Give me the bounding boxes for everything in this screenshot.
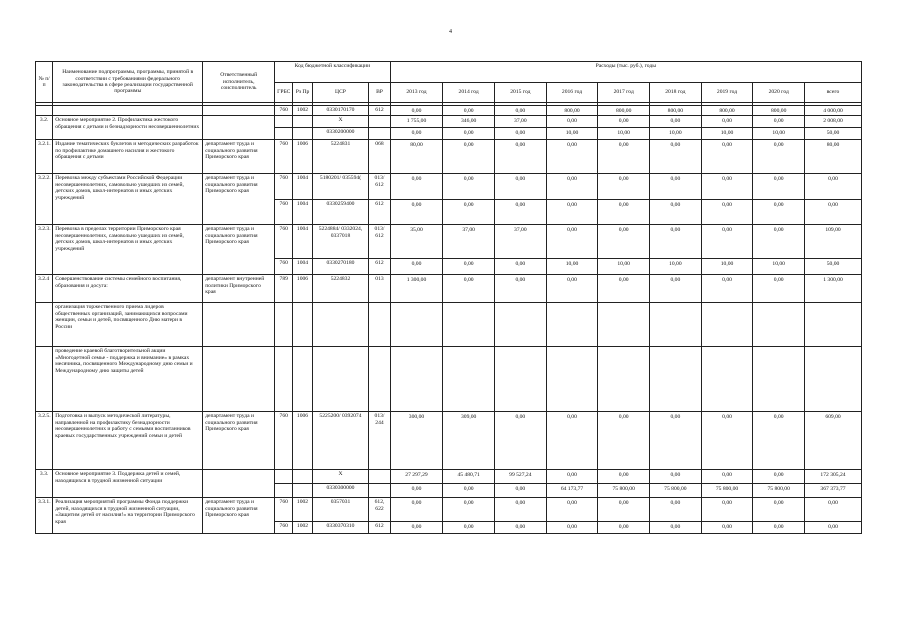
row-value: 75 800,00 bbox=[701, 484, 753, 498]
grbs-cell: 760 bbox=[275, 174, 293, 200]
rzpr-cell bbox=[293, 484, 312, 498]
rzpr-cell: 1006 bbox=[293, 140, 312, 174]
row-name: Реализация мероприятий программы Фонда поддержки детей, находящихся в трудной жизненной ситуации, «Защитим детей от насилия!» на территории Приморского края bbox=[53, 498, 203, 534]
csr-cell: 5180201/ 035594( bbox=[312, 174, 369, 200]
row-value: 0,00 bbox=[753, 116, 805, 128]
row-value: 0,00 bbox=[495, 522, 547, 534]
row-executor: департамент труда и социального развития Приморского края bbox=[203, 498, 275, 534]
row-value bbox=[495, 303, 547, 347]
row-name: Перевозка между субъектами Российской Федерации несовершеннолетних, самовольно ушедших из семей, детских домов, школ-интернатов и иных детских учреждений bbox=[53, 174, 203, 225]
row-name: Издание тематических буклетов и методических разработок по профилактике домашнего насилия и жестокого обращения с детьми bbox=[53, 140, 203, 174]
row-total: 0,00 bbox=[805, 498, 862, 522]
vr-cell: 612 bbox=[369, 259, 390, 275]
row-executor bbox=[203, 116, 275, 140]
grbs-cell: 760 bbox=[275, 225, 293, 259]
csr-cell: 5224884/ 0332024, 0337018 bbox=[312, 225, 369, 259]
csr-cell: 0330270180 bbox=[312, 259, 369, 275]
row-value bbox=[805, 347, 862, 412]
row-value: 0,00 bbox=[701, 412, 753, 470]
rzpr-cell bbox=[293, 470, 312, 484]
row-value: 0,00 bbox=[650, 174, 702, 200]
row-value: 10,00 bbox=[598, 259, 650, 275]
rzpr-cell: 1002 bbox=[293, 498, 312, 522]
row-value: 0,00 bbox=[753, 498, 805, 522]
row-name bbox=[53, 106, 203, 116]
row-value: 0,00 bbox=[546, 522, 598, 534]
col-vr-header: ВР bbox=[369, 82, 390, 103]
row-value: 0,00 bbox=[495, 174, 547, 200]
row-executor bbox=[203, 470, 275, 498]
row-value: 0,00 bbox=[495, 128, 547, 140]
row-value bbox=[390, 347, 443, 412]
row-value: 0,00 bbox=[390, 498, 443, 522]
row-value: 0,00 bbox=[701, 225, 753, 259]
table-row bbox=[36, 174, 862, 200]
row-value bbox=[598, 347, 650, 412]
row-value: 37,00 bbox=[443, 225, 495, 259]
row-value: 0,00 bbox=[753, 225, 805, 259]
row-total: 50,00 bbox=[805, 259, 862, 275]
year-header: 2019 год bbox=[701, 82, 753, 103]
row-value: 0,00 bbox=[443, 106, 495, 116]
vr-cell bbox=[369, 303, 390, 347]
row-value bbox=[650, 303, 702, 347]
row-value: 0,00 bbox=[598, 470, 650, 484]
row-value: 0,00 bbox=[650, 225, 702, 259]
row-value: 0,00 bbox=[546, 275, 598, 303]
grbs-cell: 789 bbox=[275, 275, 293, 303]
row-value bbox=[546, 347, 598, 412]
row-value: 0,00 bbox=[495, 140, 547, 174]
row-value: 99 527,24 bbox=[495, 470, 547, 484]
row-value: 0,00 bbox=[753, 412, 805, 470]
row-number bbox=[36, 347, 53, 412]
row-value: 0,00 bbox=[546, 412, 598, 470]
row-value: 0,00 bbox=[650, 412, 702, 470]
csr-cell: 5224831 bbox=[312, 140, 369, 174]
row-value: 10,00 bbox=[701, 128, 753, 140]
page-number: 4 bbox=[449, 29, 452, 35]
row-value: 800,00 bbox=[546, 106, 598, 116]
col-num-header: № п/п bbox=[36, 62, 53, 103]
grbs-cell bbox=[275, 347, 293, 412]
row-value: 0,00 bbox=[650, 140, 702, 174]
row-name: Перевозка в пределах территории Приморского края несовершеннолетних, самовольно ушедших из семей, детских домов, школ-интернатов и иных детских учреждений bbox=[53, 225, 203, 275]
table-row bbox=[36, 116, 862, 128]
row-value: 300,00 bbox=[390, 412, 443, 470]
rzpr-cell: 1004 bbox=[293, 225, 312, 259]
row-value: 75 800,00 bbox=[598, 484, 650, 498]
row-value: 800,00 bbox=[753, 106, 805, 116]
table-row bbox=[36, 470, 862, 484]
row-name: проведение краевой благотворительной акции «Многодетной семье - поддержка и внимание» в рамках месячника, посвященного Международному дню семьи и Международному дню защиты детей bbox=[53, 347, 203, 412]
row-value bbox=[701, 303, 753, 347]
row-number bbox=[36, 106, 53, 116]
row-value: 0,00 bbox=[701, 140, 753, 174]
table-row bbox=[36, 412, 862, 470]
row-value: 0,00 bbox=[443, 498, 495, 522]
row-value: 80,00 bbox=[390, 140, 443, 174]
row-executor: департамент труда и социального развития Приморского края bbox=[203, 140, 275, 174]
rzpr-cell: 1006 bbox=[293, 412, 312, 470]
row-value: 0,00 bbox=[753, 522, 805, 534]
row-value: 0,00 bbox=[598, 200, 650, 225]
row-value bbox=[495, 347, 547, 412]
rzpr-cell bbox=[293, 128, 312, 140]
row-value: 0,00 bbox=[546, 470, 598, 484]
row-value: 10,00 bbox=[546, 259, 598, 275]
col-rzpr-header: Рз Пр bbox=[293, 82, 312, 103]
row-value: 0,00 bbox=[650, 498, 702, 522]
csr-cell: 0330300000 bbox=[312, 484, 369, 498]
row-value: 0,00 bbox=[598, 174, 650, 200]
row-value: 0,00 bbox=[753, 174, 805, 200]
vr-cell: 612 bbox=[369, 522, 390, 534]
row-value: 10,00 bbox=[598, 128, 650, 140]
row-value: 0,00 bbox=[390, 522, 443, 534]
row-value: 37,00 bbox=[495, 225, 547, 259]
row-value: 10,00 bbox=[753, 259, 805, 275]
row-value: 0,00 bbox=[390, 259, 443, 275]
row-value: 0,00 bbox=[598, 275, 650, 303]
year-header: 2020 год bbox=[753, 82, 805, 103]
row-value: 75 800,00 bbox=[650, 484, 702, 498]
vr-cell: 612 bbox=[369, 200, 390, 225]
row-executor: департамент труда и социального развития Приморского края bbox=[203, 225, 275, 275]
vr-cell bbox=[369, 116, 390, 128]
rzpr-cell: 1004 bbox=[293, 174, 312, 200]
row-number: 3.2. bbox=[36, 116, 53, 140]
vr-cell: 013/ 244 bbox=[369, 412, 390, 470]
row-value bbox=[443, 303, 495, 347]
grbs-cell bbox=[275, 484, 293, 498]
row-value: 0,00 bbox=[650, 275, 702, 303]
row-name: организация торжественного приема лидеров общественных организаций, занимающихся вопросами женщин, семьи и детей, посвященного Дню матери в России bbox=[53, 303, 203, 347]
row-value: 0,00 bbox=[495, 412, 547, 470]
row-executor bbox=[203, 303, 275, 347]
vr-cell: 013 bbox=[369, 275, 390, 303]
csr-cell: 5224832 bbox=[312, 275, 369, 303]
row-value bbox=[701, 347, 753, 412]
total-header: всего bbox=[805, 82, 862, 103]
year-header: 2017 год bbox=[598, 82, 650, 103]
year-header: 2014 год bbox=[443, 82, 495, 103]
row-executor: департамент труда и социального развития Приморского края bbox=[203, 412, 275, 470]
row-value: 0,00 bbox=[701, 522, 753, 534]
expenses-header: Расходы (тыс. руб.), годы bbox=[390, 62, 861, 83]
row-value: 0,00 bbox=[598, 498, 650, 522]
row-value: 0,00 bbox=[443, 174, 495, 200]
grbs-cell: 760 bbox=[275, 412, 293, 470]
row-number: 3.2.3. bbox=[36, 225, 53, 275]
row-value: 0,00 bbox=[443, 140, 495, 174]
row-value: 0,00 bbox=[753, 470, 805, 484]
grbs-cell: 760 bbox=[275, 522, 293, 534]
row-value: 45 480,71 bbox=[443, 470, 495, 484]
row-value: 346,00 bbox=[443, 116, 495, 128]
row-total: 0,00 bbox=[805, 200, 862, 225]
row-name: Подготовка и выпуск методической литературы, направленной на профилактику безнадзорности несовершеннолетних и работу с семьями воспитанников краевых государственных учреждений семьи и детей bbox=[53, 412, 203, 470]
row-number bbox=[36, 303, 53, 347]
col-grbs-header: ГРБС bbox=[275, 82, 293, 103]
row-executor: департамент труда и социального развития Приморского края bbox=[203, 174, 275, 225]
row-value: 10,00 bbox=[546, 128, 598, 140]
vr-cell bbox=[369, 347, 390, 412]
row-value bbox=[390, 303, 443, 347]
row-value: 0,00 bbox=[598, 522, 650, 534]
rzpr-cell: 1002 bbox=[293, 106, 312, 116]
rzpr-cell: 1004 bbox=[293, 259, 312, 275]
row-name: Совершенствование системы семейного воспитания, образования и досуга: bbox=[53, 275, 203, 303]
row-value: 0,00 bbox=[753, 200, 805, 225]
table-row bbox=[36, 347, 862, 412]
grbs-cell bbox=[275, 303, 293, 347]
row-value: 0,00 bbox=[753, 275, 805, 303]
row-value: 0,00 bbox=[546, 174, 598, 200]
row-value: 0,00 bbox=[598, 412, 650, 470]
row-value: 0,00 bbox=[701, 275, 753, 303]
row-value: 0,00 bbox=[390, 484, 443, 498]
row-name: Основное мероприятие 2. Профилактика жестокого обращения с детьми и безнадзорности несовершеннолетних bbox=[53, 116, 203, 140]
vr-cell bbox=[369, 484, 390, 498]
row-value: 0,00 bbox=[546, 140, 598, 174]
row-value: 800,00 bbox=[701, 106, 753, 116]
row-value bbox=[753, 347, 805, 412]
row-value: 0,00 bbox=[495, 259, 547, 275]
table-row bbox=[36, 106, 862, 116]
row-value: 0,00 bbox=[650, 200, 702, 225]
vr-cell: 612 bbox=[369, 106, 390, 116]
col-executor-header: Ответственный исполнитель, соисполнитель bbox=[203, 62, 275, 103]
row-value: 0,00 bbox=[701, 174, 753, 200]
row-total: 50,00 bbox=[805, 128, 862, 140]
row-value: 37,00 bbox=[495, 116, 547, 128]
csr-cell: 0330200000 bbox=[312, 128, 369, 140]
row-number: 3.3. bbox=[36, 470, 53, 498]
row-total: 80,00 bbox=[805, 140, 862, 174]
row-number: 3.2.1. bbox=[36, 140, 53, 174]
header-row-1 bbox=[36, 62, 862, 83]
vr-cell: 013/ 612 bbox=[369, 225, 390, 259]
grbs-cell bbox=[275, 470, 293, 484]
row-value: 0,00 bbox=[390, 174, 443, 200]
row-value: 0,00 bbox=[701, 470, 753, 484]
row-total: 109,00 bbox=[805, 225, 862, 259]
row-value: 0,00 bbox=[390, 128, 443, 140]
row-executor bbox=[203, 106, 275, 116]
grbs-cell: 760 bbox=[275, 106, 293, 116]
row-value: 0,00 bbox=[443, 259, 495, 275]
table-row bbox=[36, 303, 862, 347]
vr-cell: 068 bbox=[369, 140, 390, 174]
row-total: 172 305,24 bbox=[805, 470, 862, 484]
rzpr-cell: 1002 bbox=[293, 522, 312, 534]
rzpr-cell: 1004 bbox=[293, 200, 312, 225]
row-value: 1 755,00 bbox=[390, 116, 443, 128]
row-value: 75 800,00 bbox=[753, 484, 805, 498]
row-total: 1 300,00 bbox=[805, 275, 862, 303]
row-value bbox=[598, 303, 650, 347]
row-total: 0,00 bbox=[805, 522, 862, 534]
row-value: 0,00 bbox=[495, 106, 547, 116]
csr-cell bbox=[312, 347, 369, 412]
row-number: 3.3.1. bbox=[36, 498, 53, 534]
row-value: 0,00 bbox=[546, 498, 598, 522]
csr-cell: 0330170170 bbox=[312, 106, 369, 116]
grbs-cell: 760 bbox=[275, 140, 293, 174]
row-value: 0,00 bbox=[650, 470, 702, 484]
vr-cell: 013/ 612 bbox=[369, 174, 390, 200]
row-value: 0,00 bbox=[495, 200, 547, 225]
row-total: 4 000,00 bbox=[805, 106, 862, 116]
col-name-header: Наименование подпрограммы, программы, принятой в соответствии с требованиями федерального законодательства в сфере реализации государственной программы bbox=[53, 62, 203, 103]
table-row bbox=[36, 140, 862, 174]
row-value: 800,00 bbox=[650, 106, 702, 116]
row-number: 3.2.2. bbox=[36, 174, 53, 225]
csr-cell: 0357031 bbox=[312, 498, 369, 522]
row-value: 0,00 bbox=[443, 200, 495, 225]
row-name: Основное мероприятие 3. Поддержка детей и семей, находящихся в трудной жизненной ситуации bbox=[53, 470, 203, 498]
row-total: 609,00 bbox=[805, 412, 862, 470]
grbs-cell: 760 bbox=[275, 259, 293, 275]
row-value: 0,00 bbox=[546, 200, 598, 225]
row-value: 800,00 bbox=[598, 106, 650, 116]
row-value: 309,00 bbox=[443, 412, 495, 470]
row-total: 2 008,00 bbox=[805, 116, 862, 128]
row-value: 10,00 bbox=[650, 259, 702, 275]
grbs-cell bbox=[275, 128, 293, 140]
table-row bbox=[36, 498, 862, 522]
row-value: 0,00 bbox=[650, 522, 702, 534]
csr-cell: 0330370310 bbox=[312, 522, 369, 534]
row-value: 35,00 bbox=[390, 225, 443, 259]
csr-cell: Х bbox=[312, 116, 369, 128]
row-value: 0,00 bbox=[390, 106, 443, 116]
vr-cell bbox=[369, 470, 390, 484]
row-total: 0,00 bbox=[805, 174, 862, 200]
row-value: 0,00 bbox=[443, 128, 495, 140]
row-number: 3.2.4 bbox=[36, 275, 53, 303]
row-value: 0,00 bbox=[443, 275, 495, 303]
budget-code-header: Код бюджетной классификации bbox=[275, 62, 391, 83]
csr-cell: Х bbox=[312, 470, 369, 484]
grbs-cell bbox=[275, 116, 293, 128]
grbs-cell: 760 bbox=[275, 200, 293, 225]
row-value: 10,00 bbox=[701, 259, 753, 275]
row-value: 0,00 bbox=[701, 200, 753, 225]
row-value: 0,00 bbox=[753, 140, 805, 174]
row-value bbox=[546, 303, 598, 347]
rzpr-cell bbox=[293, 116, 312, 128]
row-executor: департамент внутренней политики Приморского края bbox=[203, 275, 275, 303]
rzpr-cell bbox=[293, 347, 312, 412]
table-row bbox=[36, 225, 862, 259]
row-value: 0,00 bbox=[546, 116, 598, 128]
row-value bbox=[753, 303, 805, 347]
csr-cell bbox=[312, 303, 369, 347]
table-row bbox=[36, 275, 862, 303]
row-value: 64 173,77 bbox=[546, 484, 598, 498]
csr-cell: 5225200/ 0392074 bbox=[312, 412, 369, 470]
year-header: 2013 год bbox=[390, 82, 443, 103]
row-value: 0,00 bbox=[701, 116, 753, 128]
row-value: 0,00 bbox=[495, 275, 547, 303]
row-value: 0,00 bbox=[598, 225, 650, 259]
vr-cell: 612, 622 bbox=[369, 498, 390, 522]
budget-table bbox=[35, 61, 862, 534]
row-value: 0,00 bbox=[495, 484, 547, 498]
rzpr-cell: 1006 bbox=[293, 275, 312, 303]
row-value: 0,00 bbox=[701, 498, 753, 522]
row-value: 27 297,29 bbox=[390, 470, 443, 484]
csr-cell: 0330259400 bbox=[312, 200, 369, 225]
rzpr-cell bbox=[293, 303, 312, 347]
row-value: 0,00 bbox=[443, 522, 495, 534]
row-value: 0,00 bbox=[650, 116, 702, 128]
col-csr-header: ЦСР bbox=[312, 82, 369, 103]
row-total: 367 373,77 bbox=[805, 484, 862, 498]
row-value: 10,00 bbox=[650, 128, 702, 140]
row-value: 1 300,00 bbox=[390, 275, 443, 303]
row-value: 10,00 bbox=[753, 128, 805, 140]
year-header: 2015 год bbox=[495, 82, 547, 103]
row-value bbox=[805, 303, 862, 347]
year-header: 2016 год bbox=[546, 82, 598, 103]
row-value: 0,00 bbox=[390, 200, 443, 225]
vr-cell bbox=[369, 128, 390, 140]
row-value bbox=[443, 347, 495, 412]
year-header: 2018 год bbox=[650, 82, 702, 103]
row-value bbox=[650, 347, 702, 412]
row-value: 0,00 bbox=[443, 484, 495, 498]
row-value: 0,00 bbox=[598, 116, 650, 128]
row-value: 0,00 bbox=[598, 140, 650, 174]
row-number: 3.2.5. bbox=[36, 412, 53, 470]
row-executor bbox=[203, 347, 275, 412]
grbs-cell: 760 bbox=[275, 498, 293, 522]
row-value: 0,00 bbox=[495, 498, 547, 522]
row-value: 0,00 bbox=[546, 225, 598, 259]
